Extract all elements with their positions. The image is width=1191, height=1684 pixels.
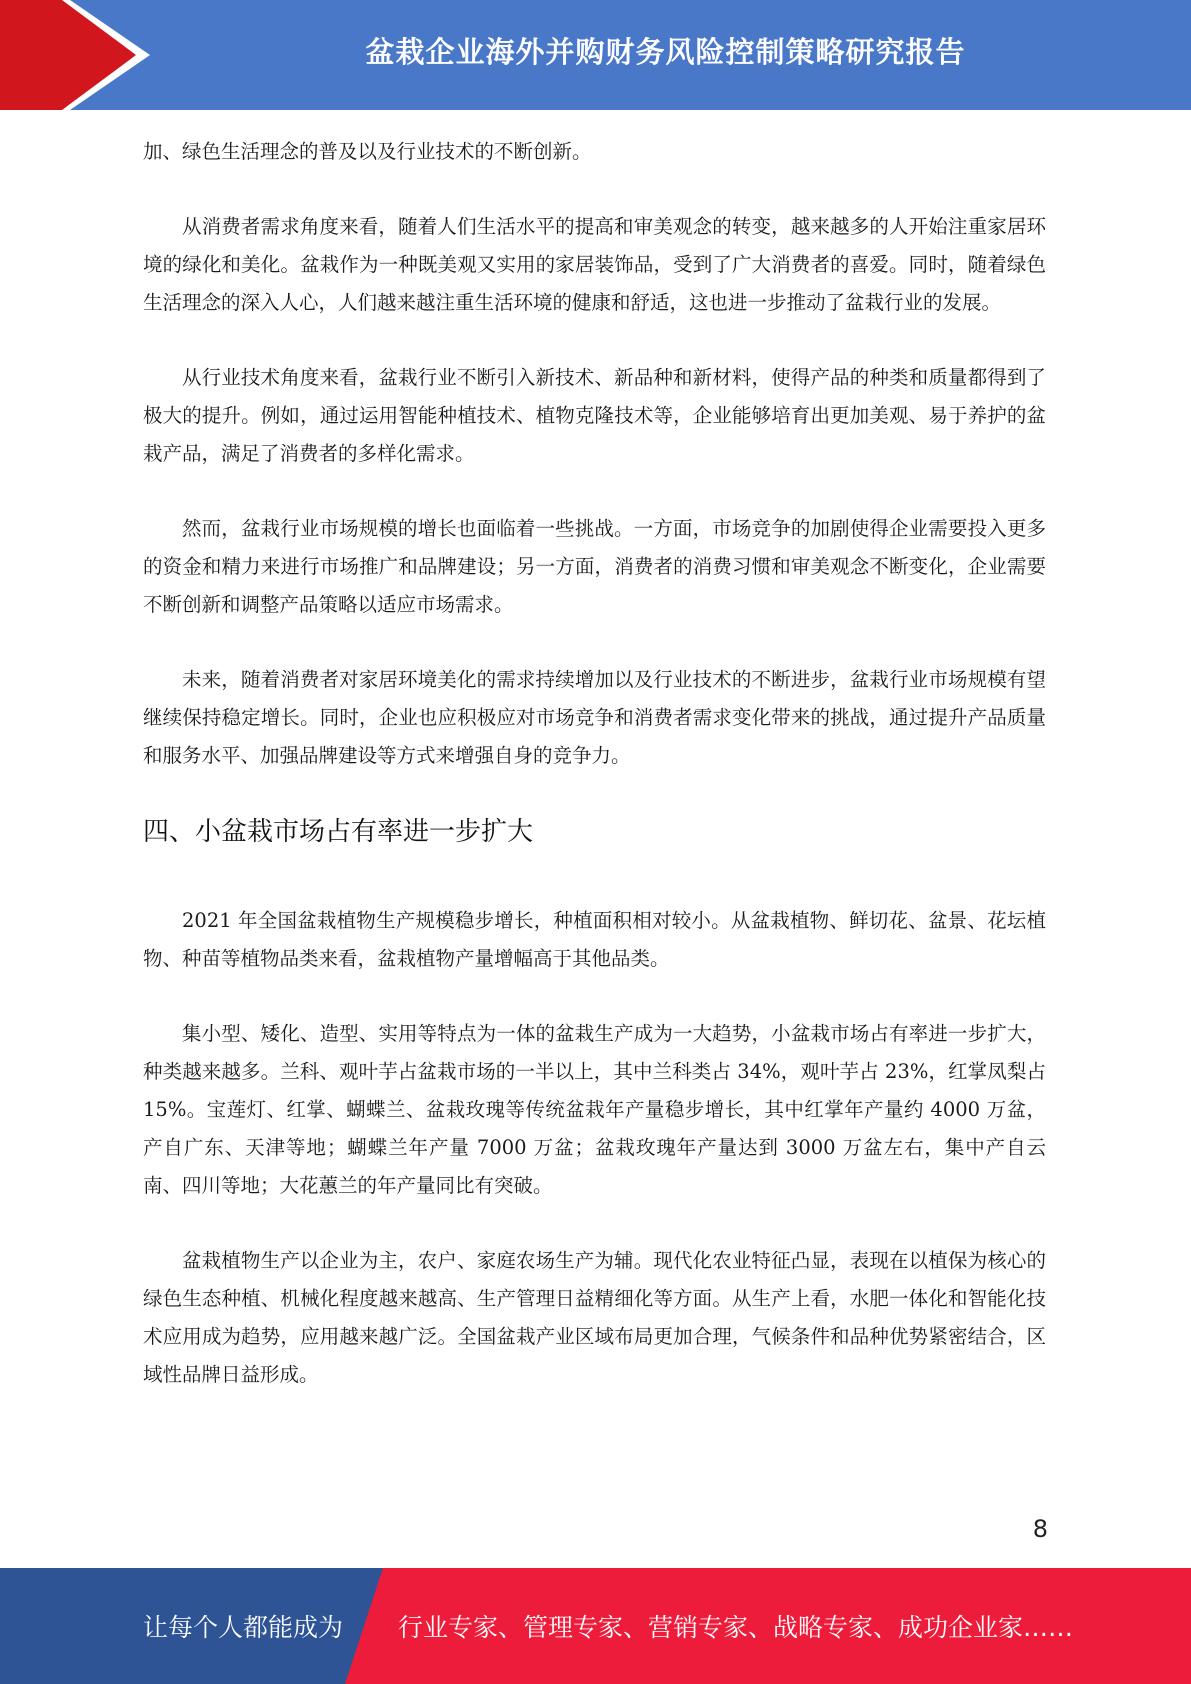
paragraph-continuation: 加、绿色生活理念的普及以及行业技术的不断创新。 [143,140,592,163]
footer-slogan-right: 行业专家、管理专家、营销专家、战略专家、成功企业家…… [398,1613,1074,1642]
paragraph-challenges: 然而，盆栽行业市场规模的增长也面临着一些挑战。一方面，市场竞争的加剧使得企业需要投入更多的资金和精力来进行市场推广和品牌建设；另一方面，消费者的消费习惯和审美观念不断变化，企业需要不断创新和调整产品策略以适应市场需求。 [143,517,1046,616]
header-title: 盆栽企业海外并购财务风险控制策略研究报告 [365,34,966,69]
document-body [143,133,1046,1431]
paragraph-small-bonsai-trend: 集小型、矮化、造型、实用等特点为一体的盆栽生产成为一大趋势，小盆栽市场占有率进一步扩大，种类越来越多。兰科、观叶芋占盆栽市场的一半以上，其中兰科类占 34%，观叶芋占 23%，红掌凤梨占 15%。宝莲灯、红掌、蝴蝶兰、盆栽玫瑰等传统盆栽年产量稳步增长，其中红掌年产量约 4000 万盆，产自广东、天津等地；蝴蝶兰年产量 7000 万盆；盆栽玫瑰年产量达到 3000 万盆左右，集中产自云南、四川等地；大花蕙兰的年产量同比有突破。 [143,1022,1046,1197]
footer-slogan-left: 让每个人都能成为 [143,1613,344,1642]
page-number: 8 [1032,1515,1048,1543]
paragraph-production-scale: 2021 年全国盆栽植物生产规模稳步增长，种植面积相对较小。从盆栽植物、鲜切花、盆景、花坛植物、种苗等植物品类来看，盆栽植物产量增幅高于其他品类。 [143,909,1046,970]
page-footer [0,1568,1191,1684]
header-red-arrow-shape [0,0,150,110]
paragraph-production-structure: 盆栽植物生产以企业为主，农户、家庭农场生产为辅。现代化农业特征凸显，表现在以植保为核心的绿色生态种植、机械化程度越来越高、生产管理日益精细化等方面。从生产上看，水肥一体化和智能化技术应用成为趋势，应用越来越广泛。全国盆栽产业区域布局更加合理，气候条件和品种优势紧密结合，区域性品牌日益形成。 [143,1249,1046,1386]
paragraph-consumer-demand: 从消费者需求角度来看，随着人们生活水平的提高和审美观念的转变，越来越多的人开始注重家居环境的绿化和美化。盆栽作为一种既美观又实用的家居装饰品，受到了广大消费者的喜爱。同时，随着绿色生活理念的深入人心，人们越来越注重生活环境的健康和舒适，这也进一步推动了盆栽行业的发展。 [143,215,1046,314]
paragraph-industry-tech: 从行业技术角度来看，盆栽行业不断引入新技术、新品种和新材料，使得产品的种类和质量都得到了极大的提升。例如，通过运用智能种植技术、植物克隆技术等，企业能够培育出更加美观、易于养护的盆栽产品，满足了消费者的多样化需求。 [143,366,1046,465]
page-header [0,0,1191,110]
section-heading: 四、小盆栽市场占有率进一步扩大 [143,817,534,847]
paragraph-future: 未来，随着消费者对家居环境美化的需求持续增加以及行业技术的不断进步，盆栽行业市场规模有望继续保持稳定增长。同时，企业也应积极应对市场竞争和消费者需求变化带来的挑战，通过提升产品质量和服务水平、加强品牌建设等方式来增强自身的竞争力。 [143,668,1046,767]
